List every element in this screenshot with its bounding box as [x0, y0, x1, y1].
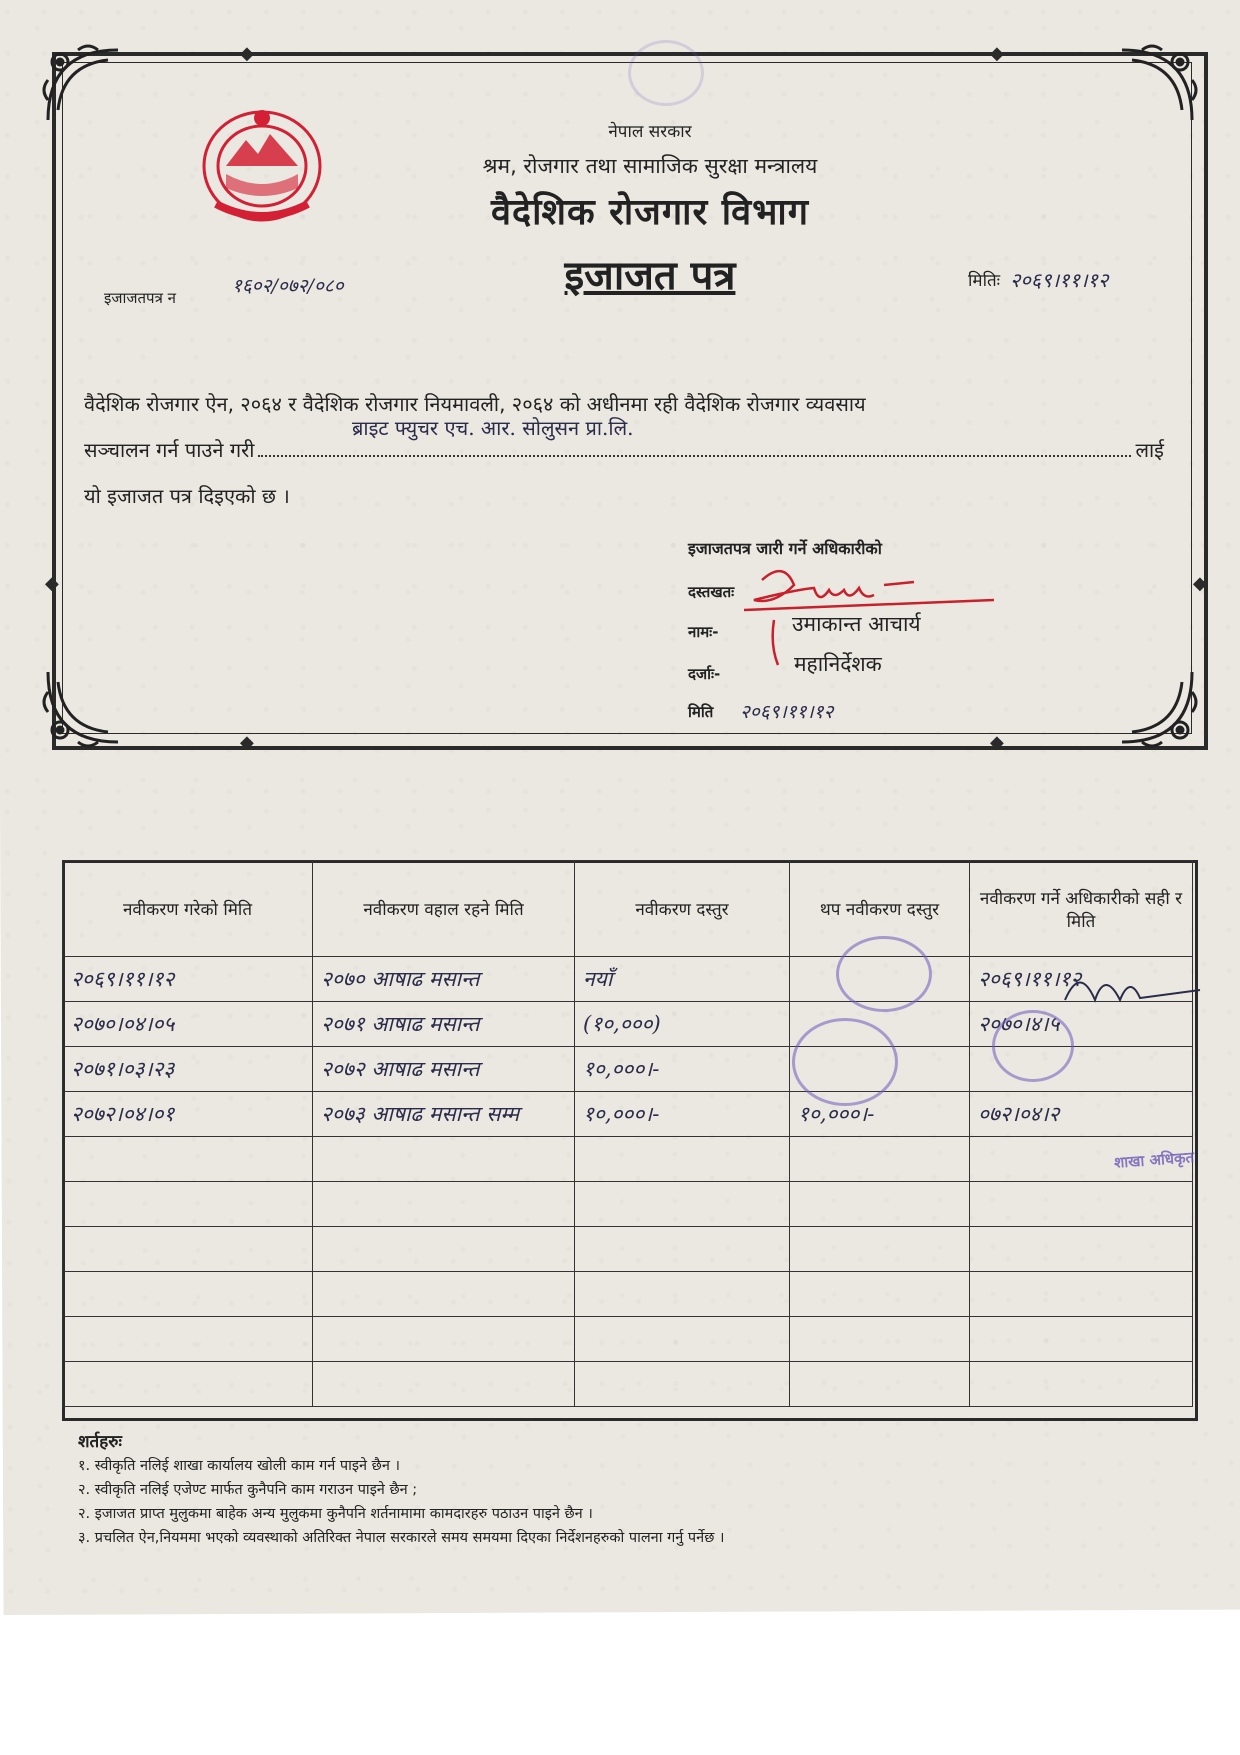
table-cell: [313, 1362, 575, 1407]
table-cell: [575, 1362, 790, 1407]
table-cell: १०,०००।-: [575, 1092, 790, 1137]
table-cell: २०७३ आषाढ मसान्त सम्म: [313, 1092, 575, 1137]
border-diamond-icon: ◆: [45, 573, 59, 594]
table-row: [63, 1137, 1193, 1182]
office-stamp: [992, 1010, 1074, 1082]
table-cell: [575, 1182, 790, 1227]
table-row: [63, 1362, 1193, 1407]
name-label: नामः-: [688, 623, 719, 641]
signature-mark: [1060, 960, 1210, 1020]
certificate-sheet: [0, 0, 1240, 800]
table-cell: ०७२।०४।२: [970, 1092, 1193, 1137]
border-diamond-icon: ◆: [1193, 573, 1207, 594]
office-stamp: [792, 1018, 898, 1106]
ministry-name: श्रम, रोजगार तथा सामाजिक सुरक्षा मन्त्रालय: [482, 154, 818, 178]
table-cell: २०६९।११।१२: [970, 957, 1193, 1002]
table-cell: २०७१ आषाढ मसान्त: [313, 1002, 575, 1047]
table-cell: [63, 1362, 313, 1407]
authority-heading: इजाजतपत्र जारी गर्ने अधिकारीको: [688, 539, 882, 558]
table-cell: १०,०००।-: [575, 1047, 790, 1092]
table-cell: [790, 1182, 970, 1227]
table-row: [63, 1272, 1193, 1317]
table-row: [63, 1227, 1193, 1272]
corner-ornament-icon: [38, 40, 128, 130]
corner-ornament-icon: [38, 662, 128, 752]
table-cell: [970, 1362, 1193, 1407]
sign-date-label: मिति: [688, 703, 714, 721]
faint-stamp: [628, 40, 704, 106]
table-cell: [970, 1317, 1193, 1362]
table-row: [63, 1092, 1193, 1137]
license-number-label: इजाजतपत्र न: [104, 289, 176, 307]
table-cell: २०७२ आषाढ मसान्त: [313, 1047, 575, 1092]
table-cell: [63, 1182, 313, 1227]
body-line-2-end: लाई: [1135, 438, 1164, 462]
issue-date-value: २०६९।११।१२: [1010, 268, 1109, 292]
table-cell: [63, 1137, 313, 1182]
border-diamond-icon: ◆: [990, 43, 1004, 64]
table-cell: [970, 1182, 1193, 1227]
body-line-2: [84, 436, 1164, 463]
table-cell: [790, 1272, 970, 1317]
table-cell: २०७० आषाढ मसान्त: [313, 957, 575, 1002]
company-name: ब्राइट फ्युचर एच. आर. सोलुसन प्रा.लि.: [352, 416, 634, 440]
license-number-value: १६०२/०७२/०८०: [232, 275, 344, 297]
border-diamond-icon: ◆: [240, 43, 254, 64]
border-diamond-icon: ◆: [990, 732, 1004, 753]
table-cell: २०७०।४।५: [970, 1002, 1193, 1047]
sign-date-value: २०६९।११।१२: [740, 701, 834, 723]
body-line-1: वैदेशिक रोजगार ऐन, २०६४ र वैदेशिक रोजगार नियमावली, २०६४ को अधीनमा रही वैदेशिक रोजगार व्यवसाय: [84, 392, 866, 416]
header-additional-fee: थप नवीकरण दस्तुर: [790, 861, 970, 957]
table-row: [63, 957, 1193, 1002]
table-cell: [313, 1317, 575, 1362]
header-authority-signature: नवीकरण गर्ने अधिकारीको सही र मिति: [970, 861, 1193, 957]
department-name: वैदेशिक रोजगार विभाग: [491, 192, 809, 233]
table-row: [63, 1317, 1193, 1362]
table-cell: [575, 1227, 790, 1272]
condition-item: २. इजाजत प्राप्त मुलुकमा बाहेक अन्य मुलुकमा कुनैपनि शर्तनामामा कामदारहरु पठाउन पाइने छैन ।: [78, 1506, 593, 1522]
condition-item: ३. प्रचलित ऐन,नियममा भएको व्यवस्थाको अतिरिक्त नेपाल सरकारले समय समयमा दिएका निर्देशनहरुको पालना गर्नु पर्नेछ ।: [78, 1530, 725, 1546]
table-cell: (१०,०००): [575, 1002, 790, 1047]
table-cell: २०७०।०४।०५: [63, 1002, 313, 1047]
border-diamond-icon: ◆: [240, 732, 254, 753]
table-cell: [63, 1272, 313, 1317]
conditions-section: [78, 1430, 724, 1550]
table-cell: १०,०००।-: [790, 1092, 970, 1137]
table-cell: [313, 1137, 575, 1182]
table-cell: [970, 1227, 1193, 1272]
table-cell: [575, 1272, 790, 1317]
table-cell: [790, 1137, 970, 1182]
table-cell: २०७२।०४।०१: [63, 1092, 313, 1137]
section-officer-stamp: शाखा अधिकृत: [1113, 1148, 1195, 1172]
header-valid-until: नवीकरण वहाल रहने मिति: [313, 861, 575, 957]
corner-ornament-icon: [1112, 662, 1202, 752]
table-header-row: [63, 861, 1193, 957]
document-title: इजाजत पत्र: [564, 253, 736, 299]
table-cell: २०७१।०३।२३: [63, 1047, 313, 1092]
table-cell: [313, 1272, 575, 1317]
table-row: [63, 1182, 1193, 1227]
header-renewal-date: नवीकरण गरेको मिति: [63, 861, 313, 957]
rank-value: महानिर्देशक: [794, 652, 882, 676]
body-line-3: यो इजाजत पत्र दिइएको छ ।: [84, 484, 290, 508]
corner-ornament-icon: [1112, 40, 1202, 130]
table-cell: [313, 1227, 575, 1272]
name-value: उमाकान्त आचार्य: [792, 612, 921, 636]
rank-label: दर्जाः-: [688, 665, 721, 683]
header-renewal-fee: नवीकरण दस्तुर: [575, 861, 790, 957]
office-stamp: [836, 936, 932, 1012]
table-cell: नयाँ: [575, 957, 790, 1002]
issue-date-label: मितिः: [968, 271, 1001, 291]
table-cell: [63, 1227, 313, 1272]
table-cell: २०६९।११।१२: [63, 957, 313, 1002]
table-cell: [970, 1272, 1193, 1317]
conditions-heading: शर्तहरुः: [78, 1432, 122, 1452]
table-cell: [790, 1317, 970, 1362]
table-cell: [575, 1137, 790, 1182]
condition-item: १. स्वीकृति नलिई शाखा कार्यालय खोली काम गर्न पाइने छैन ।: [78, 1458, 400, 1474]
signature-label: दस्तखतः: [688, 583, 735, 601]
renewal-table: [62, 860, 1193, 1407]
condition-item: २. स्वीकृति नलिई एजेण्ट मार्फत कुनैपनि काम गराउन पाइने छैन ;: [78, 1482, 418, 1498]
table-cell: [790, 1362, 970, 1407]
dotted-fill-line: [258, 436, 1131, 457]
body-line-2-start: सञ्चालन गर्न पाउने गरी: [84, 438, 255, 462]
table-cell: [575, 1317, 790, 1362]
table-cell: [63, 1317, 313, 1362]
table-cell: [790, 1227, 970, 1272]
table-cell: [313, 1182, 575, 1227]
government-name: नेपाल सरकार: [608, 122, 692, 142]
